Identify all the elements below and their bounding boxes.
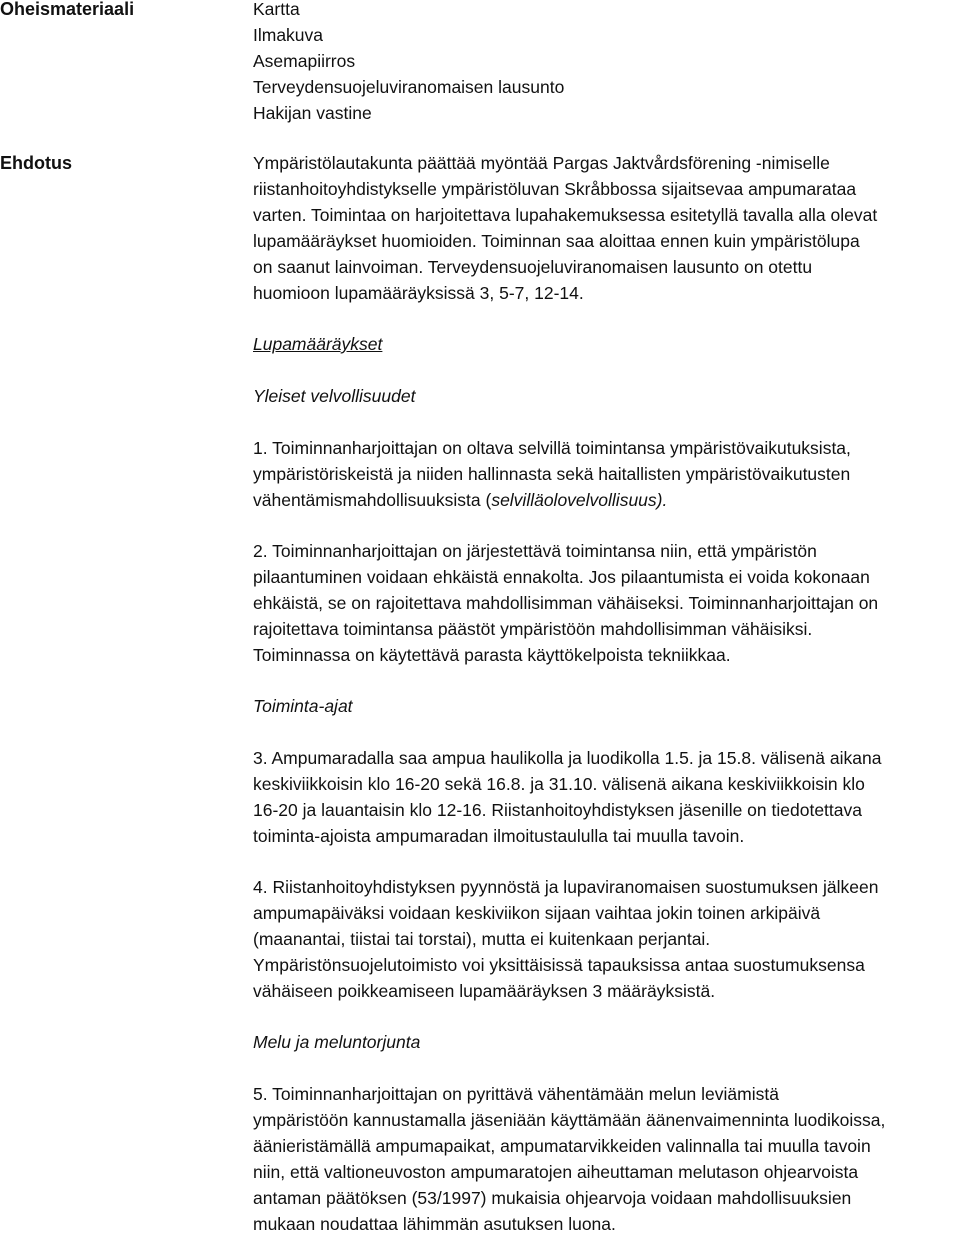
proposal-line: on saanut lainvoiman. Terveydensuojeluviranomaisen lausunto on otettu: [253, 257, 813, 277]
condition-line: 1. Toiminnanharjoittajan on oltava selvillä toimintansa ympäristövaikutuksista,: [253, 438, 851, 458]
condition-line: ampumapäiväksi voidaan keskiviikon sijaan vaihtaa jokin toinen arkipäivä: [253, 903, 821, 923]
condition-line: 3. Ampumaradalla saa ampua haulikolla ja luodikolla 1.5. ja 15.8. välisenä aikana: [253, 748, 882, 768]
noise-heading: Melu ja meluntorjunta: [253, 1032, 421, 1052]
condition-line: Toiminnassa on käytettävä parasta käyttökelpoista tekniikkaa.: [253, 645, 731, 665]
condition-item-3: [253, 745, 958, 849]
condition-line: 4. Riistanhoitoyhdistyksen pyynnöstä ja lupaviranomaisen suostumuksen jälkeen: [253, 877, 879, 897]
attachment-item: Kartta: [253, 0, 300, 19]
condition-line: vähäiseen poikkeamiseen lupamääräyksen 3 määräyksistä.: [253, 981, 716, 1001]
condition-line: Ympäristönsuojelutoimisto voi yksittäisissä tapauksissa antaa suostumuksensa: [253, 955, 865, 975]
condition-text-italic: selvilläolovelvollisuus).: [491, 490, 668, 510]
condition-line: toiminta-ajoista ampumaradan ilmoitustaululla tai muulla tavoin.: [253, 826, 745, 846]
condition-line: niin, että valtioneuvoston ampumaratojen aiheuttaman melutason ohjearvoista: [253, 1162, 859, 1182]
attachments-list: [253, 0, 958, 126]
condition-line: ympäristöön kannustamalla jäseniään käyttämään äänenvaimenninta luodikoissa,: [253, 1110, 886, 1130]
attachment-item: Terveydensuojeluviranomaisen lausunto: [253, 77, 565, 97]
condition-line: keskiviikkoisin klo 16-20 sekä 16.8. ja 31.10. välisenä aikana keskiviikkoisin klo: [253, 774, 865, 794]
condition-text: vähentämismahdollisuuksista (: [253, 490, 492, 510]
condition-line: 2. Toiminnanharjoittajan on järjestettävä toimintansa niin, että ympäristön: [253, 541, 817, 561]
proposal-line: riistanhoitoyhdistykselle ympäristöluvan Skråbbossa sijaitsevaa ampumarataa: [253, 179, 857, 199]
proposal-line: lupamääräykset huomioiden. Toiminnan saa aloittaa ennen kuin ympäristölupa: [253, 231, 860, 251]
proposal-line: Ympäristölautakunta päättää myöntää Pargas Jaktvårdsförening -nimiselle: [253, 153, 830, 173]
condition-line: 16-20 ja lauantaisin klo 12-16. Riistanhoitoyhdistyksen jäsenille on tiedotettava: [253, 800, 862, 820]
proposal-label: Ehdotus: [0, 153, 72, 173]
condition-line: ehkäistä, se on rajoitettava mahdollisimman vähäiseksi. Toiminnanharjoittajan on: [253, 593, 879, 613]
condition-line: antaman päätöksen (53/1997) mukaisia ohjearvoja voidaan mahdollisuuksien: [253, 1188, 852, 1208]
permit-conditions-heading: Lupamääräykset: [253, 334, 383, 354]
condition-line: (maanantai, tiistai tai torstai), mutta ei kuitenkaan perjantai.: [253, 929, 711, 949]
general-obligations-heading: Yleiset velvollisuudet: [253, 386, 416, 406]
attachment-item: Hakijan vastine: [253, 103, 372, 123]
condition-line: äänieristämällä ampumapaikat, ampumatarvikkeiden valinnalla tai muulla tavoin: [253, 1136, 871, 1156]
attachments-label: Oheismateriaali: [0, 0, 135, 19]
proposal-line: huomioon lupamääräyksissä 3, 5-7, 12-14.: [253, 283, 584, 303]
attachment-item: Asemapiirros: [253, 51, 356, 71]
condition-item-5: [253, 1081, 958, 1237]
attachment-item: Ilmakuva: [253, 25, 324, 45]
condition-item-2: [253, 538, 958, 668]
condition-line: mukaan noudattaa lähimmän asutuksen luona.: [253, 1214, 616, 1234]
condition-item-4: [253, 874, 958, 1004]
condition-line: 5. Toiminnanharjoittajan on pyrittävä vähentämään melun leviämistä: [253, 1084, 779, 1104]
operating-hours-heading: Toiminta-ajat: [253, 696, 353, 716]
condition-line: pilaantuminen voidaan ehkäistä ennakolta. Jos pilaantumista ei voida kokonaan: [253, 567, 870, 587]
condition-line: rajoitettava toimintansa päästöt ympäristöön mahdollisimman vähäisiksi.: [253, 619, 813, 639]
proposal-line: varten. Toimintaa on harjoitettava lupahakemuksessa esitetyllä tavalla alla olevat: [253, 205, 878, 225]
proposal-paragraph: [253, 150, 958, 306]
condition-line: ympäristöriskeistä ja niiden hallinnasta sekä haitallisten ympäristövaikutusten: [253, 464, 851, 484]
condition-item-1: [253, 435, 958, 513]
condition-line: [253, 487, 958, 513]
